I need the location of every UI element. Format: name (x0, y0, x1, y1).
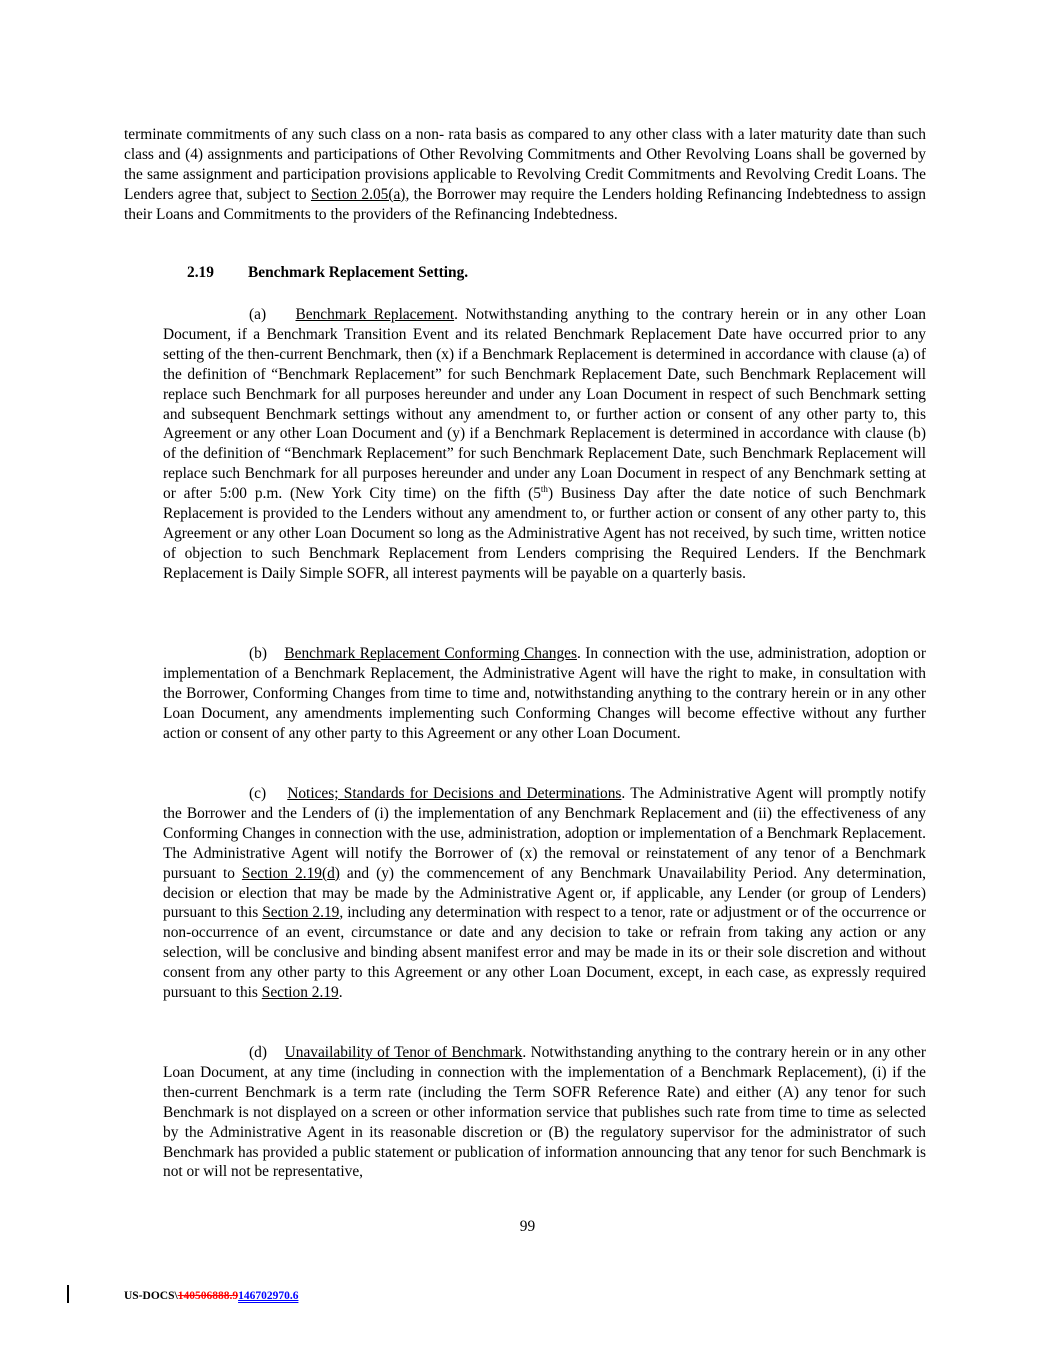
paragraph-d: (d) Unavailability of Tenor of Benchmark. Notwithstanding anything to the contrary herein or in any other Loan Document, at any time (including in connection with the implementation of a Benchmark Replacement), (i) if the then-current Benchmark is a term rate (including the Term SOFR Reference Rate) and either (A) any tenor for such Benchmark is not displayed on a screen or other information service that publishes such rate from time to time as selected by the Administrative Agent in its reasonable discretion or (B) the regulatory supervisor for the administrator of such Benchmark has provided a public statement or publication of information announcing that any tenor for such Benchmark is not or will not be representative, (163, 1044, 926, 1181)
paragraph-a: (a) Benchmark Replacement. Notwithstanding anything to the contrary herein or in any other Loan Document, if a Benchmark Transition Event and its related Benchmark Replacement Date have occurred prior to any setting of the then-current Benchmark, then (x) if a Benchmark Replacement is determined in accordance with clause (a) of the definition of “Benchmark Replacement” for such Benchmark Replacement Date, such Benchmark Replacement will replace such Benchmark for all purposes hereunder and under any Loan Document in respect of such Benchmark setting and subsequent Benchmark settings without any amendment to, or further action or consent of any other party to, this Agreement or any other Loan Document and (y) if a Benchmark Replacement is determined in accordance with clause (b) of the definition of “Benchmark Replacement” for such Benchmark Replacement Date, such Benchmark Replacement will replace such Benchmark for all purposes hereunder and under any Loan Document in respect of any Benchmark setting at or after 5:00 p.m. (New York City time) on the fifth (5th) Business Day after the date notice of such Benchmark Replacement is provided to the Lenders without any amendment to, or further action or consent of any other party to, this Agreement or any other Loan Document so long as the Administrative Agent has not received, by such time, written notice of objection to such Benchmark Replacement from Lenders comprising the Required Lenders. If the Benchmark Replacement is Daily Simple SOFR, all interest payments will be payable on a quarterly basis. (163, 306, 926, 582)
page-number: 99 (519, 1218, 536, 1235)
paragraph-a-label: (a) (249, 306, 267, 323)
paragraph-c: (c) Notices; Standards for Decisions and Determinations. The Administrative Agent will promptly notify the Borrower and the Lenders of (i) the implementation of any Benchmark Replacement and (ii) the effectiveness of any Conforming Changes in connection with the use, administration, adoption or implementation of a Benchmark Replacement. The Administrative Agent will notify the Borrower of (x) the removal or reinstatement of any tenor of a Benchmark pursuant to Section 2.19(d) and (y) the commencement of any Benchmark Unavailability Period. Any determination, decision or election that may be made by the Administrative Agent or, if applicable, any Lender (or group of Lenders) pursuant to this Section 2.19, including any determination with respect to a tenor, rate or adjustment or of the occurrence or non-occurrence of an event, circumstance or date and any decision to take or refrain from taking any action or any selection, will be conclusive and binding absent manifest error and may be made in its or their sole discretion and without consent from any other party to this Agreement or any other Loan Document, except, in each case, as expressly required pursuant to this Section 2.19. (163, 785, 926, 1002)
paragraph-a-heading: Benchmark Replacement (295, 306, 455, 323)
section-ref-2-19: Section 2.19 (261, 984, 339, 1002)
paragraph-c-heading: Notices; Standards for Decisions and Determinations (287, 785, 622, 802)
footer-inserted-id: 146702970.6 (238, 1290, 299, 1302)
paragraph-d-label: (d) (249, 1044, 267, 1061)
paragraph-c-label: (c) (249, 785, 267, 802)
section-ref-2-05a: Section 2.05(a) (310, 185, 406, 203)
section-title: Benchmark Replacement Setting. (248, 264, 469, 281)
intro-paragraph: terminate commitments of any such class on a non- rata basis as compared to any other class with a later maturity date than such class and (4) assignments and participations of Other Revolving Commitments and Other Revolving Loans shall be governed by the same assignment and participation provisions applicable to Revolving Credit Commitments and Revolving Credit Loans. The Lenders agree that, subject to Section 2.05(a), the Borrower may require the Lenders holding Refinancing Indebtedness to assign their Loans and Commitments to the providers of the Refinancing Indebtedness. (124, 126, 926, 223)
change-bar (67, 1285, 69, 1303)
section-ref-2-19d: Section 2.19(d) (241, 864, 340, 882)
paragraph-b-label: (b) (249, 645, 267, 662)
section-number: 2.19 (187, 264, 214, 281)
footer-prefix: US-DOCS\ (124, 1290, 178, 1302)
document-footer (124, 1288, 298, 1304)
paragraph-b-heading: Benchmark Replacement Conforming Changes (284, 645, 577, 662)
paragraph-b: (b) Benchmark Replacement Conforming Changes. In connection with the use, administration, adoption or implementation of a Benchmark Replacement, the Administrative Agent will have the right to make, in consultation with the Borrower, Conforming Changes from time to time and, notwithstanding anything to the contrary herein or in any other Loan Document, any amendments implementing such Conforming Changes will become effective without any further action or consent of any other party to this Agreement or any other Loan Document. (163, 645, 927, 742)
superscript-th: th (540, 484, 548, 495)
paragraph-d-heading: Unavailability of Tenor of Benchmark (284, 1044, 523, 1061)
section-heading (187, 263, 468, 283)
footer-deleted-id: 140506888.9 (177, 1290, 239, 1302)
section-ref-2-19: Section 2.19 (262, 904, 340, 922)
